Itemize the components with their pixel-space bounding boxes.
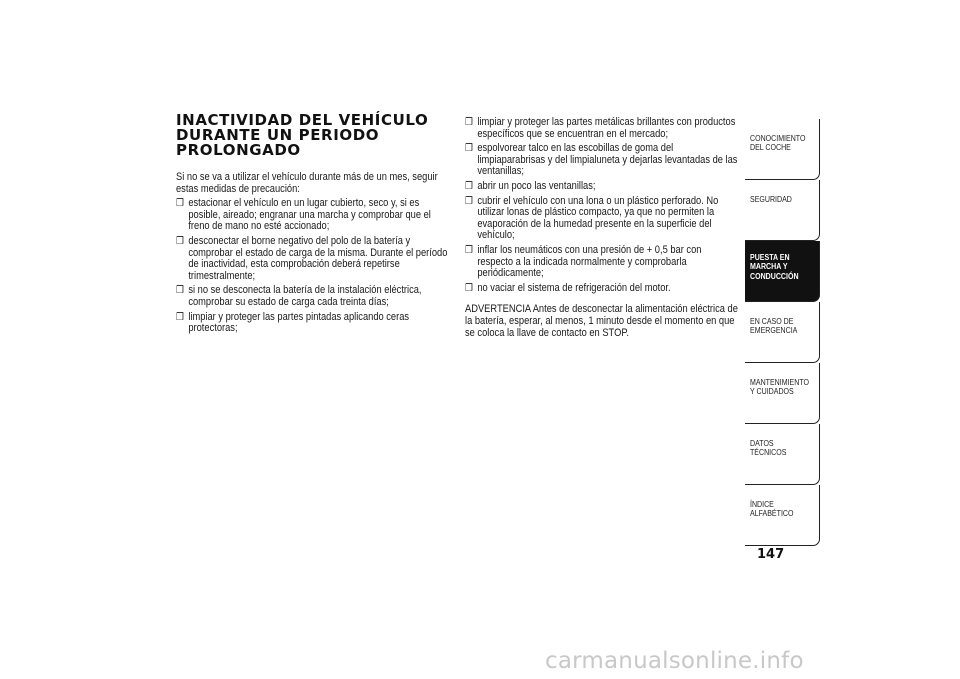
- checkbox-bullet-icon: ❒: [176, 198, 184, 210]
- list-item-text: estacionar el vehículo en un lugar cubierto, seco y, si es posible, aireado; engranar una marcha y comprobar que el freno de mano no esté accionado;: [188, 197, 431, 233]
- watermark: carmanualsonline.info: [545, 648, 804, 674]
- tab-seguridad[interactable]: [745, 180, 820, 241]
- tab-label: EN CASO DE EMERGENCIA: [750, 316, 798, 336]
- list-item: [176, 236, 449, 282]
- intro-paragraph: Si no se va a utilizar el vehículo durante más de un mes, seguir estas medidas de precaución:: [176, 171, 438, 195]
- page-number: 147: [757, 547, 785, 562]
- checkbox-bullet-icon: ❒: [465, 117, 473, 128]
- heading-line: PROLONGADO: [176, 141, 301, 159]
- checkbox-bullet-icon: ❒: [465, 143, 473, 155]
- list-item-text: espolvorear talco en las escobillas de goma del limpiaparabrisas y del limpialuneta y dejarlas levantadas de las ventanillas;: [477, 142, 738, 178]
- tab-conocimiento-del-coche[interactable]: [745, 119, 820, 180]
- list-item-text: limpiar y proteger las partes metálicas brillantes con productos específicos que se encuentran en el mercado;: [477, 116, 736, 140]
- list-item: [465, 117, 740, 140]
- list-item-text: inflar los neumáticos con una presión de + 0,5 bar con respecto a la indicada normalmente y comprobarla periódicamente;: [477, 243, 702, 280]
- tab-datos-tecnicos[interactable]: [745, 424, 820, 485]
- tab-en-caso-de-emergencia[interactable]: [745, 302, 820, 363]
- list-item-text: limpiar y proteger las partes pintadas aplicando ceras protectoras;: [188, 310, 410, 335]
- checkbox-bullet-icon: ❒: [465, 282, 473, 294]
- tab-label: PUESTA EN MARCHA Y CONDUCCIÓN: [750, 252, 799, 281]
- chapter-tabs: [745, 119, 820, 546]
- checkbox-bullet-icon: ❒: [465, 180, 473, 192]
- list-item: [176, 285, 449, 308]
- tab-mantenimiento[interactable]: [745, 363, 820, 424]
- left-column: [176, 172, 449, 338]
- tab-label: SEGURIDAD: [750, 194, 792, 204]
- warning-paragraph: ADVERTENCIA Antes de desconectar la alimentación eléctrica de la batería, esperar, al menos, 1 minuto desde el momento en que se coloca la llave de contacto en STOP.: [465, 303, 738, 339]
- tab-label: DATOS TÉCNICOS: [750, 438, 787, 458]
- list-item: [176, 198, 449, 233]
- list-item-text: desconectar el borne negativo del polo de la batería y comprobar el estado de carga de la misma. Durante el período de inactividad, esta comprobación deberá repetirse trimestralmente;: [188, 234, 448, 282]
- tab-puesta-en-marcha[interactable]: [745, 241, 820, 302]
- checkbox-bullet-icon: ❒: [176, 311, 184, 323]
- tab-label: MANTENIMIENTO Y CUIDADOS: [750, 377, 809, 397]
- heading-line: DURANTE UN PERIODO: [176, 126, 380, 144]
- section-heading: [176, 113, 446, 158]
- checkbox-bullet-icon: ❒: [465, 195, 473, 207]
- checkbox-bullet-icon: ❒: [176, 285, 184, 297]
- checkbox-bullet-icon: ❒: [465, 244, 473, 256]
- list-item-text: cubrir el vehículo con una lona o un plástico perforado. No utilizar lonas de plástico compacto, ya que no permiten la evaporación de la humedad presente en la superficie del vehículo;: [477, 194, 719, 242]
- list-item: [465, 143, 740, 178]
- list-item-text: no vaciar el sistema de refrigeración del motor.: [477, 281, 671, 294]
- list-item-text: abrir un poco las ventanillas;: [477, 179, 596, 192]
- checkbox-bullet-icon: ❒: [176, 235, 184, 247]
- list-item-text: si no se desconecta la batería de la instalación eléctrica, comprobar su estado de carga cada treinta días;: [188, 284, 422, 308]
- right-column: [465, 117, 740, 342]
- list-item: [176, 312, 449, 335]
- list-item: [465, 196, 740, 242]
- heading-line: INACTIVIDAD DEL VEHÍCULO: [176, 111, 429, 129]
- list-item: [465, 283, 740, 295]
- list-item: [465, 245, 740, 280]
- tab-indice-alfabetico[interactable]: [745, 485, 820, 546]
- list-item: [465, 181, 740, 193]
- tab-label: ÍNDICE ALFABÉTICO: [750, 499, 794, 519]
- tab-label: CONOCIMIENTO DEL COCHE: [750, 133, 806, 153]
